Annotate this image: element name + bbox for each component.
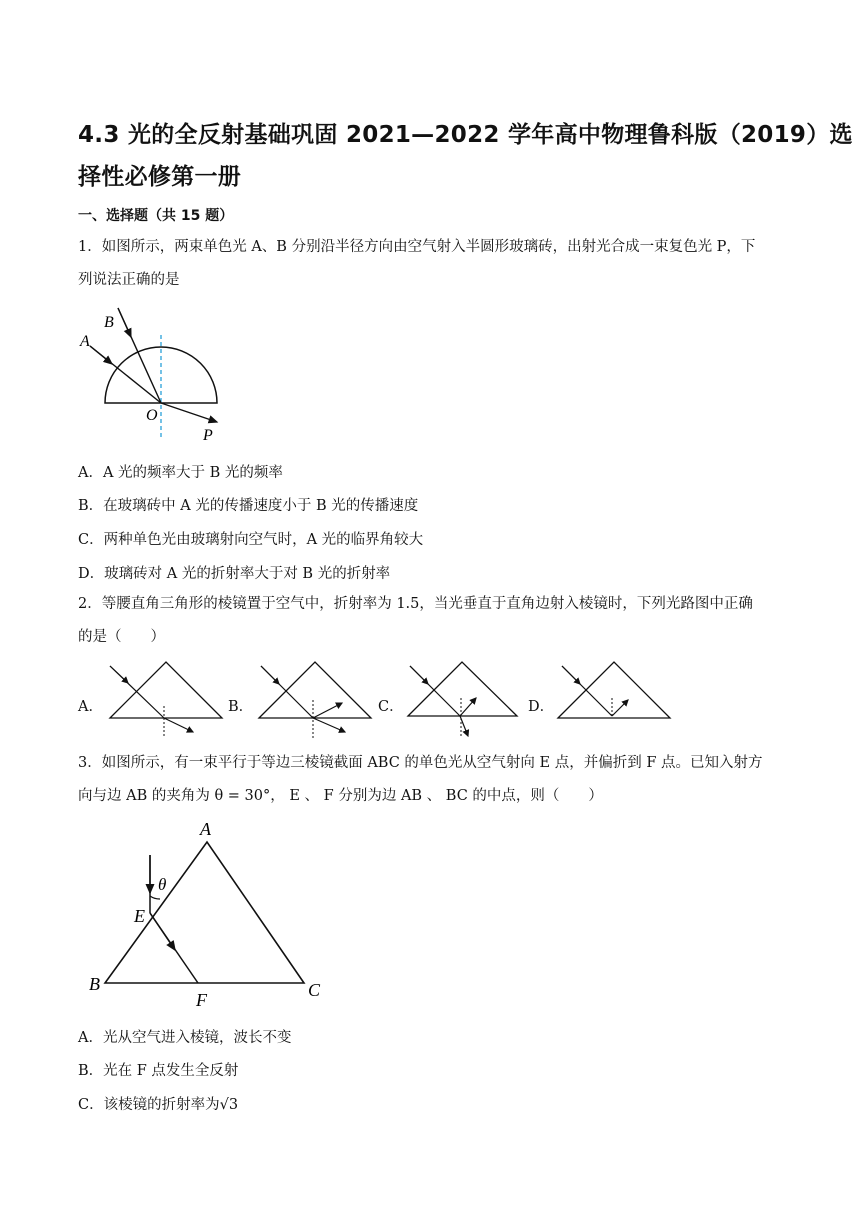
section-heading: 一、选择题（共 15 题） <box>78 208 234 224</box>
question-1-text-line2: 列说法正确的是 <box>78 272 180 288</box>
question-2-option-c-label[interactable]: C． <box>378 699 404 715</box>
label-b: B <box>104 314 114 331</box>
label-c: C <box>308 980 321 1000</box>
question-3-option-c[interactable]: C．该棱镜的折射率为√3 <box>78 1097 239 1113</box>
label-o: O <box>146 407 158 424</box>
question-1-text-line1: 1．如图所示，两束单色光 A、B 分别沿半径方向由空气射入半圆形玻璃砖，出射光合成一束复色光 P，下 <box>78 239 756 255</box>
question-1-option-b[interactable]: B．在玻璃砖中 A 光的传播速度小于 B 光的传播速度 <box>78 498 419 514</box>
question-3-text-line1: 3．如图所示，有一束平行于等边三棱镜截面 ABC 的单色光从空气射向 E 点，并偏折到 F 点。已知入射方 <box>78 755 763 771</box>
question-3-option-b[interactable]: B．光在 F 点发生全反射 <box>78 1063 239 1079</box>
document-title-line2: 择性必修第一册 <box>78 164 242 190</box>
question-1-option-d[interactable]: D．玻璃砖对 A 光的折射率大于对 B 光的折射率 <box>78 566 391 582</box>
label-p: P <box>203 427 213 444</box>
document-title-line1: 4.3 光的全反射基础巩固 2021—2022 学年高中物理鲁科版（2019）选 <box>78 122 853 148</box>
question-2-text-line1: 2．等腰直角三角形的棱镜置于空气中，折射率为 1.5，当光垂直于直角边射入棱镜时，下列光路图中正确 <box>78 596 753 612</box>
question-1-option-c[interactable]: C．两种单色光由玻璃射向空气时，A 光的临界角较大 <box>78 532 424 548</box>
label-f: F <box>196 990 207 1010</box>
theta-angle-arc <box>150 896 160 899</box>
question-2-option-b-label[interactable]: B． <box>228 699 254 715</box>
label-a: A <box>80 333 90 350</box>
label-theta: θ <box>158 875 167 894</box>
label-b: B <box>89 974 100 994</box>
question-3-text-line2: 向与边 AB 的夹角为 θ = 30°， E 、 F 分别为边 AB 、 BC 的中点，则（ ） <box>78 788 603 804</box>
question-2-option-a-label[interactable]: A． <box>78 699 103 715</box>
label-e: E <box>134 906 145 926</box>
question-3-option-a[interactable]: A．光从空气进入棱镜，波长不变 <box>78 1030 292 1046</box>
question-1-option-a[interactable]: A．A 光的频率大于 B 光的频率 <box>78 465 283 481</box>
label-a: A <box>200 819 211 839</box>
question-2-option-d-label[interactable]: D． <box>528 699 555 715</box>
question-2-text-line2: 的是（ ） <box>78 629 165 645</box>
